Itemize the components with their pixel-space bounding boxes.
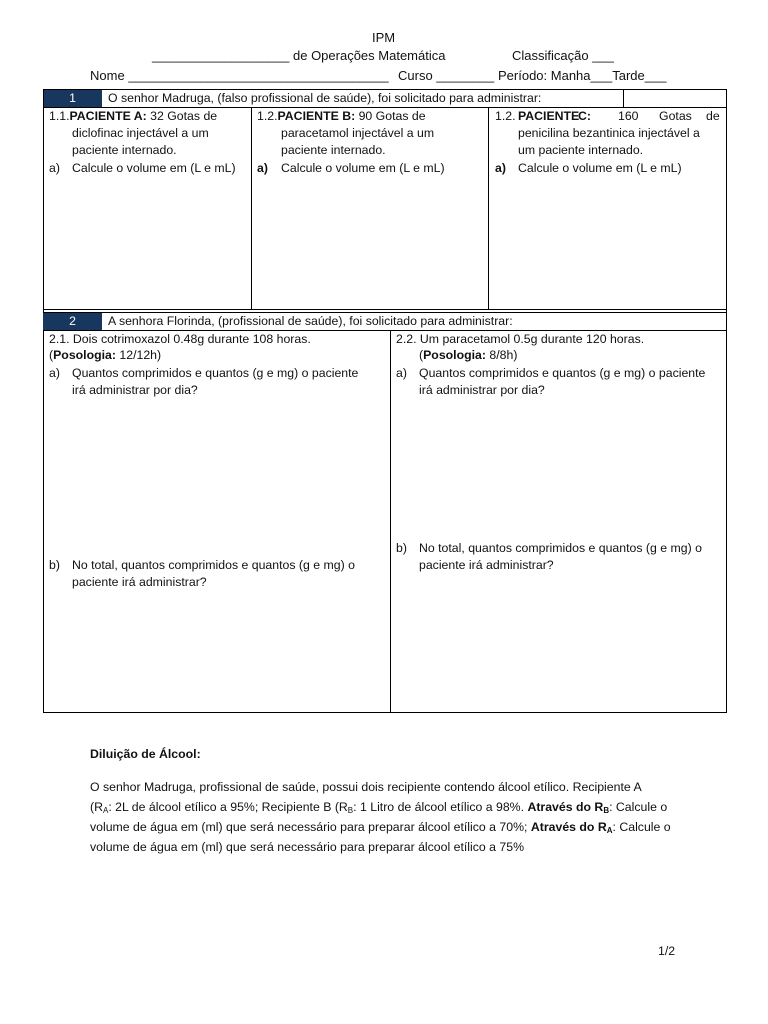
- q21-b-line2: paciente irá administrar?: [72, 575, 207, 589]
- period-blank-morning[interactable]: ___: [590, 68, 613, 83]
- org-title: IPM: [372, 30, 396, 45]
- q21-a-line1: Quantos comprimidos e quantos (g e mg) o paciente: [72, 366, 359, 380]
- patient-b-line3: paciente internado.: [281, 143, 386, 157]
- q22-a-line2: irá administrar por dia?: [419, 383, 545, 397]
- patient-c-question-label: a): [495, 161, 506, 175]
- q21-a-line2: irá administrar por dia?: [72, 383, 198, 397]
- q21-line1: 2.1. Dois cotrimoxazol 0.48g durante 108 horas.: [49, 332, 311, 346]
- q21-a-label: a): [49, 366, 60, 380]
- dilution-title: Diluição de Álcool:: [90, 747, 201, 761]
- patient-c-drops: 160: [618, 109, 639, 123]
- classification: [512, 48, 614, 63]
- patient-a-label: PACIENTE A:: [69, 109, 147, 123]
- patient-b-question: Calcule o volume em (L e mL): [281, 161, 445, 175]
- q22-a-label: a): [396, 366, 407, 380]
- name-blank[interactable]: ____________________________________: [128, 68, 389, 83]
- q21-posology: (Posologia: 12/12h): [49, 348, 162, 362]
- patient-a-question: Calcule o volume em (L e mL): [72, 161, 236, 175]
- period-tarde-label: Tarde: [612, 68, 645, 83]
- patient-c-line3: um paciente internado.: [518, 143, 644, 157]
- patient-c-gotas: Gotas: [659, 109, 692, 123]
- q22-line1: 2.2. Um paracetamol 0.5g durante 120 horas.: [396, 332, 645, 346]
- section2-title: A senhora Florinda, (profissional de saúde), foi solicitado para administrar:: [108, 314, 513, 328]
- course-blank[interactable]: ________: [436, 68, 495, 83]
- dilution-line1: O senhor Madruga, profissional de saúde, possui dois recipiente contendo álcool etílico. Recipiente A: [90, 780, 642, 794]
- patient-b-question-label: a): [257, 161, 268, 175]
- patient-c-num: 1.2.: [495, 109, 516, 123]
- name-label: Nome: [90, 68, 125, 83]
- patient-a-line3: paciente internado.: [72, 143, 177, 157]
- subject-label: de Operações Matemática: [293, 48, 446, 63]
- patient-c-label: PACIENTE: [518, 109, 580, 123]
- patient-c-question: Calcule o volume em (L e mL): [518, 161, 682, 175]
- patient-a-question-label: a): [49, 161, 60, 175]
- section1-number: 1: [69, 91, 76, 105]
- section2-number: 2: [69, 314, 76, 328]
- period-label: Período: Manha: [498, 68, 591, 83]
- page-number: 1/2: [658, 944, 676, 958]
- period-line: [498, 68, 666, 83]
- subject-blank[interactable]: ___________________: [152, 48, 290, 63]
- patient-a-line2: diclofinac injectável a um: [72, 126, 209, 140]
- q22-posology: (Posologia: 8/8h): [419, 348, 518, 362]
- course-label: Curso: [398, 68, 433, 83]
- dilution-line4: volume de água em (ml) que será necessário para preparar álcool etílico a 75%: [90, 840, 525, 854]
- patient-b-line2: paracetamol injectável a um: [281, 126, 435, 140]
- patient-b-line1: 1.2.PACIENTE B: 90 Gotas de: [257, 109, 426, 123]
- dilution-line2: ($R_A$: 2L de álcool etílico a 95%; Recipiente B ($R_B$: 1 Litro de álcool etílico a 98%. Através do $R_B$: Calcule o: [90, 800, 668, 815]
- q22-b-label: b): [396, 541, 407, 555]
- subject-line: [152, 48, 445, 63]
- q21-b-line1: No total, quantos comprimidos e quantos (g e mg) o: [72, 558, 355, 572]
- patient-a-line1: 1.1.PACIENTE A: 32 Gotas de: [49, 109, 218, 123]
- q22-b-line2: paciente irá administrar?: [419, 558, 554, 572]
- patient-c-letter: C:: [578, 109, 591, 123]
- q21-b-label: b): [49, 558, 60, 572]
- classification-label: Classificação: [512, 48, 589, 63]
- course-line: [398, 68, 494, 83]
- section1-title: O senhor Madruga, (falso profissional de saúde), foi solicitado para administrar:: [108, 91, 542, 105]
- patient-c-line2: penicilina bezantinica injectável a: [518, 126, 700, 140]
- patient-b-label: PACIENTE B:: [277, 109, 356, 123]
- classification-blank[interactable]: ___: [592, 48, 614, 63]
- q22-b-line1: No total, quantos comprimidos e quantos (g e mg) o: [419, 541, 702, 555]
- patient-c-de: de: [706, 109, 720, 123]
- period-blank-afternoon[interactable]: ___: [644, 68, 667, 83]
- dilution-line3: volume de água em (ml) que será necessário para preparar álcool etílico a 70%; Através do $R_A$: Calcule o: [90, 820, 671, 835]
- q22-a-line1: Quantos comprimidos e quantos (g e mg) o paciente: [419, 366, 706, 380]
- name-line: [90, 68, 389, 83]
